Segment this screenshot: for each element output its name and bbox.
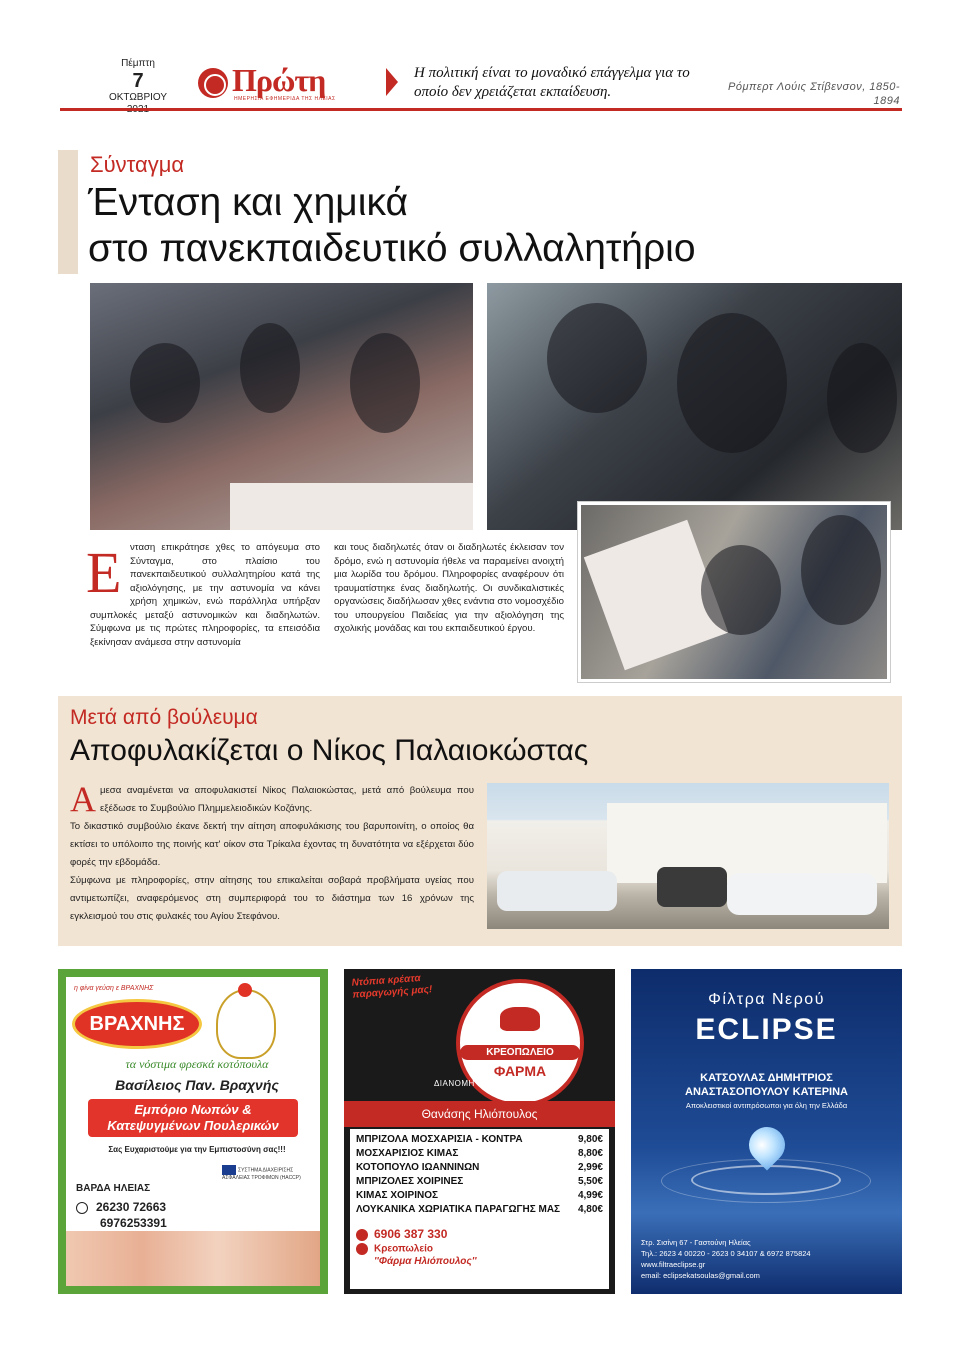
rep-1: ΚΑΤΣΟΥΛΑΣ ΔΗΜΗΤΡΙΟΣ bbox=[700, 1072, 833, 1084]
shop-line-2: Κατεψυγμένων Πουλερικών bbox=[107, 1118, 279, 1133]
ad-tagline: τα νόστιμα φρεσκά κοτόπουλα bbox=[125, 1057, 269, 1071]
protest-banner bbox=[230, 483, 473, 530]
article1-dropcap: Ε bbox=[86, 540, 122, 605]
article1-col1-text: νταση επικράτησε χθες το απόγευμα στο Σύνταγμα, στο πλαίσιο του πανεκπαιδευτικού συλλαλητηρίου κατά της αξιολόγησης, με την αστυνομία να κάνει χρήση χημικών, ενώ παράλληλα υπήρξαν συμπλοκές μεταξύ αστυνομικών και διαδηλωτών. Σύμφωνα με τις πρώτες πληροφορίες, τα επεισόδια ξεκίνησαν ανάμεσα στην αστυνομία bbox=[90, 542, 320, 648]
ad-contact bbox=[356, 1225, 603, 1268]
phones: Τηλ.: 2623 4 00220 - 2623 0 34107 & 6972 875824 bbox=[641, 1249, 811, 1258]
article1-column-2: και τους διαδηλωτές όταν οι διαδηλωτές έκλεισαν τον δρόμο, ενώ η αστυνομία ήθελε να παραμείνει ανοιχτή μια λωρίδα του δρόμου. Πληροφορίες αναφέρουν ότι τραυματίστηκε ένας διαδηλωτής. Οι συνδικαλιστικές οργανώσεις διαδήλωσαν χθες ενάντια στο νομοσχέδιο του υπουργείου Παιδείας για την αξιολόγηση της σχολικής μονάδας και του εκπαιδευτικού έργου. bbox=[334, 542, 564, 634]
price-value: 8,80€ bbox=[577, 1148, 603, 1159]
weekday: Πέμπτη bbox=[121, 58, 155, 69]
ad-town: ΒΑΡΔΑ ΗΛΕΙΑΣ bbox=[76, 1183, 151, 1194]
ad-vrachnis bbox=[58, 969, 328, 1294]
haccp-badge bbox=[222, 1165, 302, 1181]
header-quote: Η πολιτική είναι το μοναδικό επάγγελμα για το οποίο δεν χρειάζεται εκπαίδευση. bbox=[414, 65, 690, 100]
logo-subtitle: ΗΜΕΡΗΣΙΑ ΕΦΗΜΕΡΙΔΑ ΤΗΣ ΗΛΕΙΑΣ bbox=[234, 96, 336, 102]
slogan-line-2: παραγωγής μας! bbox=[352, 984, 433, 1001]
protest-photo-2 bbox=[487, 283, 902, 530]
address: Στρ. Σισίνη 67 - Γαστούνη Ηλείας bbox=[641, 1238, 751, 1247]
price-value: 5,50€ bbox=[577, 1176, 603, 1187]
photo-figure bbox=[801, 515, 881, 625]
rep-2: ΑΝΑΣΤΑΣΟΠΟΥΛΟΥ ΚΑΤΕΡΙΝΑ bbox=[685, 1086, 848, 1098]
haccp-text: ΣΥΣΤΗΜΑ ΔΙΑΧΕΙΡΙΣΗΣ ΑΣΦΑΛΕΙΑΣ ΤΡΟΦΙΜΩΝ (HACCP) bbox=[222, 1167, 301, 1181]
price-row bbox=[356, 1189, 603, 1203]
reps-sub: Αποκλειστικοί αντιπρόσωποι για όλη την Ελλάδα bbox=[685, 1101, 848, 1110]
ad-delivery: ΔΙΑΝΟΜΗ ΚΑΤ'ΟΙΚΟΝ bbox=[433, 1079, 525, 1088]
newspaper-logo bbox=[198, 64, 384, 102]
price-item: ΜΠΡΙΖΟΛΕΣ ΧΟΙΡΙΝΕΣ bbox=[356, 1176, 464, 1187]
protest-photo-1 bbox=[90, 283, 473, 530]
photo-figure bbox=[827, 343, 897, 453]
ad-phone: 6906 387 330 bbox=[374, 1227, 448, 1241]
price-item: ΚΙΜΑΣ ΧΟΙΡΙΝΟΣ bbox=[356, 1190, 439, 1201]
page-header bbox=[60, 58, 902, 110]
price-row bbox=[356, 1161, 603, 1175]
photo-figure bbox=[240, 323, 300, 413]
ad-owner: Θανάσης Ηλιόπουλος bbox=[344, 1101, 615, 1127]
article1-title-line2: στο πανεκπαιδευτικό συλλαλητήριο bbox=[88, 227, 696, 270]
ad-address bbox=[641, 1237, 896, 1281]
article2-kicker: Μετά από βούλευμα bbox=[70, 706, 258, 729]
price-value: 4,80€ bbox=[577, 1204, 603, 1215]
price-item: ΚΟΤΟΠΟΥΛΟ ΙΩΑΝΝΙΝΩΝ bbox=[356, 1162, 480, 1173]
logo-text: Πρώτη bbox=[232, 62, 326, 98]
article2-p1: μεσα αναμένεται να αποφυλακιστεί Νίκος Παλαιοκώστας, μετά από βούλευμα που εξέδωσε το Συμβούλιο Πλημμελειοδικών Κοζάνης. bbox=[100, 785, 474, 814]
photo-figure bbox=[130, 343, 200, 423]
article2-dropcap: Α bbox=[70, 779, 96, 819]
ad-arc-text: η φίνα γεύση ε ΒΡΑΧΝΗΣ bbox=[74, 985, 154, 992]
prison-building bbox=[607, 803, 887, 883]
phone-1: 26230 72663 bbox=[96, 1200, 167, 1214]
ad-slogan bbox=[351, 972, 432, 1002]
price-row bbox=[356, 1203, 603, 1217]
phone-icon bbox=[76, 1202, 88, 1214]
price-item: ΜΠΡΙΖΟΛΑ ΜΟΣΧΑΡΙΣΙΑ - ΚΟΝΤΡΑ bbox=[356, 1134, 523, 1145]
ad-thanks: Σας Ευχαριστούμε για την Εμπιστοσύνη σας!!! bbox=[108, 1145, 286, 1154]
police-car bbox=[497, 871, 617, 911]
ad-owner: Βασίλειος Παν. Βραχνής bbox=[115, 1077, 279, 1093]
price-row bbox=[356, 1147, 603, 1161]
email: email: eclipsekatsoulas@gmail.com bbox=[641, 1271, 760, 1280]
price-row bbox=[356, 1175, 603, 1189]
price-list bbox=[350, 1129, 609, 1289]
logo-emblem-icon bbox=[198, 68, 228, 98]
article2-paragraph bbox=[70, 779, 474, 819]
month: ΟΚΤΩΒΡΙΟΥ bbox=[108, 92, 168, 103]
shop-line-1: Εμπόριο Νωπών & bbox=[134, 1102, 252, 1117]
logo-name-2: ΦΑΡΜΑ bbox=[493, 1063, 547, 1079]
bull-icon bbox=[500, 1007, 540, 1031]
phone-icon bbox=[356, 1229, 368, 1241]
facebook-icon bbox=[356, 1243, 368, 1255]
quote-author: Ρόμπερτ Λούις Στίβενσον, 1850-1894 bbox=[728, 81, 900, 107]
article2-title: Αποφυλακίζεται ο Νίκος Παλαιοκώστας bbox=[70, 734, 589, 767]
article1-title bbox=[88, 180, 696, 272]
article2-paragraph: Το δικαστικό συμβούλιο έκανε δεκτή την αίτηση αποφυλάκισης του βαρυποινίτη, ο οποίος θα εκτίσει το υπόλοιπο της ποινής κατ' οίκον στα Τρίκαλα έχοντας τη δυνατότητα να εξέρχεται δύο φορές την εβδομάδα. bbox=[70, 821, 474, 868]
photo-figure bbox=[547, 303, 647, 413]
fb-name: ''Φάρμα Ηλιόπουλος'' bbox=[374, 1255, 477, 1267]
photo-figure bbox=[677, 313, 787, 453]
price-item: ΜΟΣΧΑΡΙΣΙΟΣ ΚΙΜΑΣ bbox=[356, 1148, 459, 1159]
price-value: 2,99€ bbox=[577, 1162, 603, 1173]
article1-kicker: Σύνταγμα bbox=[90, 152, 185, 177]
price-rows bbox=[356, 1133, 603, 1217]
car bbox=[657, 867, 727, 907]
price-item: ΛΟΥΚΑΝΙΚΑ ΧΩΡΙΑΤΙΚΑ ΠΑΡΑΓΩΓΗΣ ΜΑΣ bbox=[356, 1204, 561, 1215]
day: 7 bbox=[132, 70, 144, 92]
ad-filters: Φίλτρα Νερού bbox=[708, 991, 825, 1008]
photo-figure bbox=[350, 333, 420, 433]
ad-phones bbox=[76, 1199, 167, 1231]
slogan-line-1: Ντόπια κρέατα bbox=[351, 972, 421, 989]
header-rule bbox=[60, 108, 902, 111]
chicken-mascot-icon bbox=[216, 989, 276, 1059]
phone-2: 6976253391 bbox=[100, 1216, 167, 1230]
ad-farma bbox=[344, 969, 615, 1294]
photo-figure bbox=[701, 545, 781, 635]
price-row bbox=[356, 1133, 603, 1147]
website: www.filtraeclipse.gr bbox=[641, 1260, 706, 1269]
eu-flag-icon bbox=[222, 1165, 236, 1175]
article2-body bbox=[70, 779, 474, 926]
arrow-right-icon bbox=[386, 68, 398, 96]
ad-shop-type bbox=[88, 1099, 298, 1137]
price-value: 4,99€ bbox=[577, 1190, 603, 1201]
chicken-products-photo bbox=[66, 1231, 320, 1294]
ad-eclipse bbox=[631, 969, 902, 1294]
article1-column-1 bbox=[86, 540, 320, 649]
police-car bbox=[727, 873, 877, 915]
fb-label: Κρεοπωλείο bbox=[374, 1243, 434, 1255]
kicker-bar bbox=[58, 150, 78, 274]
prison-photo bbox=[487, 783, 889, 929]
logo-name: ΚΡΕΟΠΩΛΕΙΟ bbox=[460, 1045, 580, 1060]
article2-paragraph: Σύμφωνα με πληροφορίες, στην αίτησης του επικαλείται σοβαρά προβλήματα υγείας που αντιμετωπίζει, αναφερόμενος στη συμπεριφορά του το διάστημα των 16 χρόνων της εγκλεισμού του στις φυλακές του Αγίου Στεφάνου. bbox=[70, 875, 474, 922]
ad-brand: ΒΡΑΧΝΗΣ bbox=[72, 999, 202, 1049]
ad-representatives bbox=[631, 1071, 902, 1099]
article1-title-line1: Ένταση και χημικά bbox=[88, 181, 409, 224]
ad-brand: ECLIPSE bbox=[695, 1013, 838, 1046]
price-value: 9,80€ bbox=[577, 1134, 603, 1145]
protest-photo-3 bbox=[578, 502, 890, 682]
